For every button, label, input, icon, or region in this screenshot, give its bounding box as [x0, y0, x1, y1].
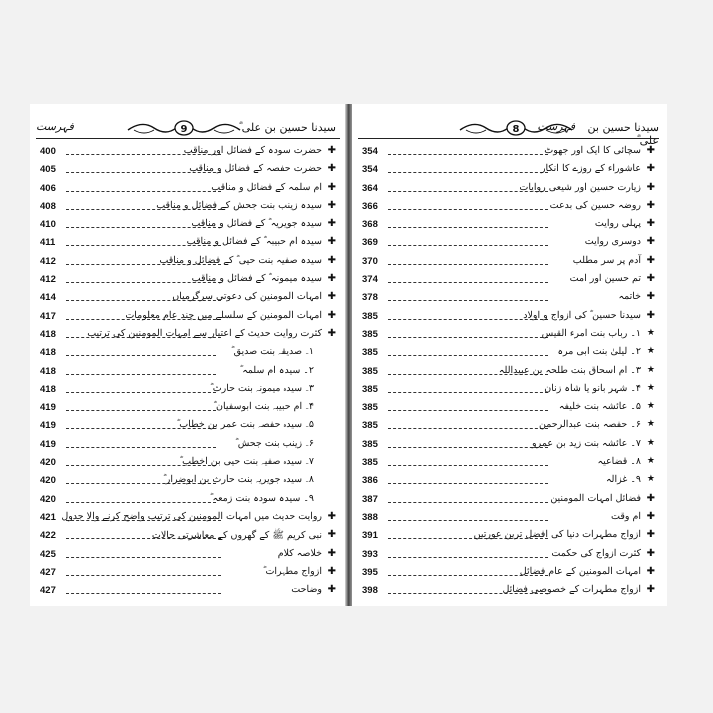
toc-entry-title: خاتمہ — [618, 291, 641, 303]
star-bullet-icon: ★ — [646, 382, 655, 393]
cross-bullet-icon: ✚ — [327, 584, 336, 596]
toc-page-number: 366 — [362, 200, 378, 212]
cross-bullet-icon: ✚ — [646, 291, 655, 303]
toc-leader-dots — [66, 593, 221, 594]
toc-leader-dots — [388, 172, 548, 173]
cross-bullet-icon: ✚ — [327, 529, 336, 541]
star-bullet-icon: ★ — [646, 346, 655, 357]
toc-entry — [362, 144, 655, 162]
star-bullet-icon: ★ — [646, 364, 655, 375]
toc-entry — [362, 547, 655, 565]
cross-bullet-icon: ✚ — [646, 181, 655, 193]
toc-entry — [40, 272, 336, 290]
toc-entry-title: ۸۔ قضاعیہ — [597, 456, 641, 468]
toc-page-number: 385 — [362, 310, 378, 322]
toc-entry-title: عاشوراء کے روزے کا انکار — [540, 163, 641, 175]
right-header-rule — [358, 138, 659, 139]
left-page — [30, 104, 348, 606]
toc-entry-title: سچائی کا ایک اور جھوٹ — [544, 145, 641, 156]
toc-page-number: 391 — [362, 530, 378, 542]
toc-entry-title: امہات المومنین کے سلسلے میں چند عام معلومات — [125, 309, 322, 321]
toc-page-number: 387 — [362, 493, 378, 505]
cross-bullet-icon: ✚ — [646, 309, 655, 321]
toc-entry-title: ۲۔ لیلیٰ بنت ابی مرہ — [557, 346, 641, 358]
cross-bullet-icon: ✚ — [646, 529, 655, 541]
toc-entry — [40, 181, 336, 199]
toc-entry — [40, 217, 336, 235]
toc-entry-title: ام وقت — [611, 510, 641, 522]
toc-page-number: 368 — [362, 219, 378, 231]
toc-page-number: 418 — [40, 365, 56, 377]
toc-page-number: 420 — [40, 457, 56, 469]
cross-bullet-icon: ✚ — [327, 291, 336, 303]
right-page — [352, 104, 667, 606]
toc-entry-title: ۵۔ عائشہ بنت خلیفہ — [558, 401, 641, 413]
cross-bullet-icon: ✚ — [327, 309, 336, 321]
toc-entry — [362, 364, 655, 382]
toc-entry — [362, 528, 655, 546]
cross-bullet-icon: ✚ — [646, 492, 655, 504]
toc-entry-title: ۱۔ رباب بنت امرء القیس — [541, 327, 641, 339]
toc-page-number: 421 — [40, 511, 56, 523]
toc-entry-title: ۲۔ سیدہ ام سلمہ ؓ — [239, 364, 314, 376]
toc-page-number: 385 — [362, 420, 378, 432]
toc-entry — [40, 235, 336, 253]
toc-entry-title: سیدہ زینب بنت جحش کے فضائل و مناقب — [156, 199, 322, 211]
cross-bullet-icon: ✚ — [327, 218, 336, 230]
toc-entry — [40, 199, 336, 217]
toc-leader-dots — [66, 502, 216, 503]
toc-entry-title: حضرت سودہ کے فضائل اور مناقب — [183, 145, 322, 156]
toc-entry — [362, 400, 655, 418]
toc-entry-title: ۶۔ حفصہ بنت عبدالرحمن — [539, 419, 641, 431]
toc-entry-title: سیدنا حسین ؓ کی ازواج و اولاد — [523, 309, 641, 321]
toc-leader-dots — [388, 483, 548, 484]
right-page-header — [358, 118, 659, 147]
star-bullet-icon: ★ — [646, 437, 655, 448]
toc-page-number: 354 — [362, 164, 378, 176]
cross-bullet-icon: ✚ — [646, 218, 655, 230]
open-book — [30, 104, 667, 606]
toc-page-number: 385 — [362, 402, 378, 414]
toc-entry-title: ۴۔ ام حبیبہ بنت ابوسفیان ؓ — [213, 401, 314, 413]
toc-page-number: 385 — [362, 365, 378, 377]
cross-bullet-icon: ✚ — [327, 163, 336, 175]
toc-entry — [40, 510, 336, 528]
toc-entry — [40, 418, 336, 436]
toc-leader-dots — [388, 337, 548, 338]
cross-bullet-icon: ✚ — [646, 510, 655, 522]
toc-entry — [362, 345, 655, 363]
toc-entry — [362, 309, 655, 327]
toc-entry — [40, 583, 336, 601]
toc-entry — [362, 254, 655, 272]
toc-entry-title: زیارت حسین اور شیعی روایات — [519, 181, 641, 193]
right-header-ornament — [456, 118, 576, 138]
toc-entry — [40, 364, 336, 382]
toc-entry — [362, 382, 655, 400]
toc-entry — [40, 162, 336, 180]
toc-entry — [40, 382, 336, 400]
cross-bullet-icon: ✚ — [646, 584, 655, 596]
toc-page-number: 370 — [362, 255, 378, 267]
toc-page-number: 386 — [362, 475, 378, 487]
toc-entry-title: ۳۔ سیدہ میمونہ بنت حارث ؓ — [210, 382, 314, 394]
toc-leader-dots — [388, 227, 548, 228]
right-header-label: فہرست — [537, 120, 575, 133]
left-header-ornament — [124, 118, 244, 138]
toc-entry — [362, 181, 655, 199]
toc-page-number: 385 — [362, 347, 378, 359]
toc-page-number: 406 — [40, 182, 56, 194]
toc-entry — [40, 327, 336, 345]
cross-bullet-icon: ✚ — [327, 145, 336, 156]
toc-page-number: 369 — [362, 237, 378, 249]
toc-entry — [362, 510, 655, 528]
toc-leader-dots — [388, 154, 548, 155]
toc-leader-dots — [388, 355, 548, 356]
toc-leader-dots — [66, 557, 221, 558]
toc-leader-dots — [66, 374, 216, 375]
toc-entry-title: روایت حدیث میں امہات المومنین کی ترتیب واضح کرنے والا جدول — [61, 510, 322, 522]
toc-page-number: 374 — [362, 274, 378, 286]
right-page-number: 8 — [512, 124, 520, 135]
toc-page-number: 414 — [40, 292, 56, 304]
cross-bullet-icon: ✚ — [646, 565, 655, 577]
toc-entry-title: نبی کریم ﷺ کے گھروں کے معاشرتی حالات — [151, 530, 322, 542]
toc-entry-title: ۹۔ سیدہ سودہ بنت زمعہ ؓ — [210, 492, 314, 504]
toc-entry-title: امہات المومنین کی دعوتی سرگرمیاں — [172, 291, 322, 303]
left-header-label: فہرست — [36, 120, 74, 133]
toc-leader-dots — [388, 410, 548, 411]
toc-entry — [40, 547, 336, 565]
toc-entry-title: آدم پر سر مطلب — [572, 254, 641, 266]
toc-leader-dots — [388, 300, 548, 301]
cross-bullet-icon: ✚ — [327, 181, 336, 193]
toc-page-number: 405 — [40, 164, 56, 176]
left-header-rule — [36, 138, 340, 139]
cross-bullet-icon: ✚ — [327, 199, 336, 211]
toc-leader-dots — [388, 502, 548, 503]
cross-bullet-icon: ✚ — [646, 199, 655, 211]
toc-page-number: 419 — [40, 402, 56, 414]
toc-page-number: 388 — [362, 511, 378, 523]
cross-bullet-icon: ✚ — [646, 163, 655, 175]
toc-entry — [40, 437, 336, 455]
toc-leader-dots — [66, 410, 216, 411]
toc-entry — [362, 235, 655, 253]
toc-entry-title: پہلی روایت — [594, 218, 641, 230]
toc-entry-title: دوسری روایت — [584, 236, 641, 248]
toc-entry — [40, 492, 336, 510]
toc-entry-title: ازواج مطہرات دنیا کی افضل ترین عورتیں — [473, 529, 641, 541]
toc-entry — [362, 418, 655, 436]
toc-entry — [362, 290, 655, 308]
toc-page-number: 420 — [40, 475, 56, 487]
toc-entry-title: فضائل امہات المومنین — [550, 492, 641, 504]
toc-entry-title: تم حسین اور امت — [569, 273, 641, 285]
toc-page-number: 418 — [40, 383, 56, 395]
star-bullet-icon: ★ — [646, 327, 655, 338]
toc-entry — [362, 565, 655, 583]
right-header-title: سیدنا حسین بن علی ؓ — [587, 121, 659, 147]
toc-entry-title: سیدہ ام حبیبہ ؓ کے فضائل و مناقب — [186, 236, 322, 248]
toc-leader-dots — [66, 191, 221, 192]
toc-entry — [40, 455, 336, 473]
toc-page-number: 385 — [362, 328, 378, 340]
toc-leader-dots — [388, 282, 548, 283]
toc-page-number: 425 — [40, 548, 56, 560]
toc-entry-title: ۱۔ صدیقہ بنت صدیق ؓ — [231, 346, 314, 358]
toc-entry-title: سیدہ جویریہ ؓ کے فضائل و مناقب — [191, 218, 322, 230]
toc-leader-dots — [388, 264, 548, 265]
toc-entry — [40, 565, 336, 583]
toc-page-number: 418 — [40, 328, 56, 340]
toc-entry — [40, 345, 336, 363]
toc-page-number: 354 — [362, 146, 378, 157]
toc-entry — [40, 254, 336, 272]
toc-entry — [40, 528, 336, 546]
toc-page-number: 419 — [40, 438, 56, 450]
toc-page-number: 378 — [362, 292, 378, 304]
toc-entry-title: سیدہ صفیہ بنت حیی ؓ کے فضائل و مناقب — [159, 254, 322, 266]
toc-entry — [362, 437, 655, 455]
toc-page-number: 412 — [40, 255, 56, 267]
toc-entry — [362, 583, 655, 601]
toc-entry — [362, 473, 655, 491]
toc-page-number: 395 — [362, 566, 378, 578]
toc-entry-title: سیدہ میمونہ ؓ کے فضائل و مناقب — [191, 273, 322, 285]
toc-leader-dots — [388, 392, 548, 393]
toc-entry — [362, 162, 655, 180]
toc-entry — [40, 473, 336, 491]
toc-entry-title: ۷۔ سیدہ صفیہ بنت حیی بن اخطب ؓ — [179, 456, 314, 468]
toc-page-number: 417 — [40, 310, 56, 322]
toc-page-number: 418 — [40, 347, 56, 359]
star-bullet-icon: ★ — [646, 401, 655, 412]
toc-leader-dots — [388, 428, 548, 429]
toc-entry — [362, 272, 655, 290]
toc-page-number: 385 — [362, 383, 378, 395]
star-bullet-icon: ★ — [646, 419, 655, 430]
right-toc-list — [362, 144, 655, 601]
toc-page-number: 400 — [40, 146, 56, 157]
toc-entry — [40, 144, 336, 162]
toc-entry — [362, 199, 655, 217]
toc-entry-title: روضہ حسین کی بدعت — [549, 199, 641, 211]
toc-entry — [40, 400, 336, 418]
toc-leader-dots — [388, 557, 548, 558]
toc-page-number: 408 — [40, 200, 56, 212]
cross-bullet-icon: ✚ — [327, 273, 336, 285]
toc-leader-dots — [388, 520, 548, 521]
toc-page-number: 427 — [40, 585, 56, 597]
left-header-title: سیدنا حسین بن علی ؓ — [238, 121, 336, 134]
toc-leader-dots — [66, 447, 216, 448]
toc-page-number: 410 — [40, 219, 56, 231]
toc-entry — [40, 309, 336, 327]
toc-page-number: 427 — [40, 566, 56, 578]
toc-entry-title: کثرت ازواج کی حکمت — [551, 547, 641, 559]
toc-entry-title: ازواج مطہرات کے خصوصی فضائل — [502, 584, 641, 596]
toc-leader-dots — [66, 355, 216, 356]
toc-entry-title: ۸۔ سیدہ جویریہ بنت حارث بن ابوضرار ؓ — [163, 474, 314, 486]
toc-entry-title: ۵۔ سیدہ حفصہ بنت عمر بن خطاب ؓ — [176, 419, 314, 431]
toc-page-number: 385 — [362, 438, 378, 450]
left-toc-list — [40, 144, 336, 601]
toc-page-number: 364 — [362, 182, 378, 194]
cross-bullet-icon: ✚ — [646, 547, 655, 559]
cross-bullet-icon: ✚ — [327, 510, 336, 522]
star-bullet-icon: ★ — [646, 474, 655, 485]
toc-leader-dots — [388, 465, 548, 466]
toc-entry-title: حضرت حفصہ کے فضائل و مناقب — [189, 163, 322, 175]
cross-bullet-icon: ✚ — [646, 145, 655, 156]
cross-bullet-icon: ✚ — [327, 327, 336, 339]
toc-leader-dots — [388, 447, 548, 448]
toc-page-number: 393 — [362, 548, 378, 560]
toc-entry — [362, 492, 655, 510]
toc-entry-title: امہات المومنین کے عام فضائل — [519, 565, 641, 577]
toc-entry — [40, 290, 336, 308]
cross-bullet-icon: ✚ — [646, 236, 655, 248]
toc-entry-title: ازواج مطہرات ؓ — [263, 565, 322, 577]
toc-page-number: 419 — [40, 420, 56, 432]
toc-entry-title: کثرت روایت حدیث کے اعتبار سے امہات المومنین کی ترتیب — [87, 327, 322, 339]
toc-page-number: 412 — [40, 274, 56, 286]
toc-entry-title: خلاصہ کلام — [277, 547, 322, 559]
toc-entry-title: ۶۔ زینب بنت جحش ؓ — [235, 437, 314, 449]
toc-entry-title: ام سلمہ کے فضائل و مناقب — [211, 181, 322, 193]
cross-bullet-icon: ✚ — [327, 254, 336, 266]
toc-entry-title: ۹۔ غزالہ — [605, 474, 641, 486]
left-page-number: 9 — [180, 124, 188, 135]
toc-leader-dots — [66, 575, 221, 576]
cross-bullet-icon: ✚ — [327, 236, 336, 248]
toc-entry-title: ۳۔ ام اسحاق بنت طلحہ بن عبیداللہ — [498, 364, 641, 376]
cross-bullet-icon: ✚ — [646, 254, 655, 266]
left-page-header — [36, 118, 340, 140]
cross-bullet-icon: ✚ — [327, 565, 336, 577]
toc-page-number: 398 — [362, 585, 378, 597]
toc-page-number: 422 — [40, 530, 56, 542]
toc-entry-title: ۷۔ عائشہ بنت زید بن عمرو — [532, 437, 641, 449]
cross-bullet-icon: ✚ — [327, 547, 336, 559]
toc-leader-dots — [66, 392, 216, 393]
toc-page-number: 420 — [40, 493, 56, 505]
toc-entry — [362, 327, 655, 345]
toc-entry-title: ۴۔ شہر بانو یا شاہ زنان — [544, 382, 641, 394]
cross-bullet-icon: ✚ — [646, 273, 655, 285]
toc-entry — [362, 217, 655, 235]
star-bullet-icon: ★ — [646, 456, 655, 467]
toc-entry — [362, 455, 655, 473]
toc-leader-dots — [388, 245, 548, 246]
toc-entry-title: وضاحت — [291, 584, 322, 596]
toc-leader-dots — [388, 209, 548, 210]
toc-page-number: 385 — [362, 457, 378, 469]
toc-page-number: 411 — [40, 237, 56, 249]
